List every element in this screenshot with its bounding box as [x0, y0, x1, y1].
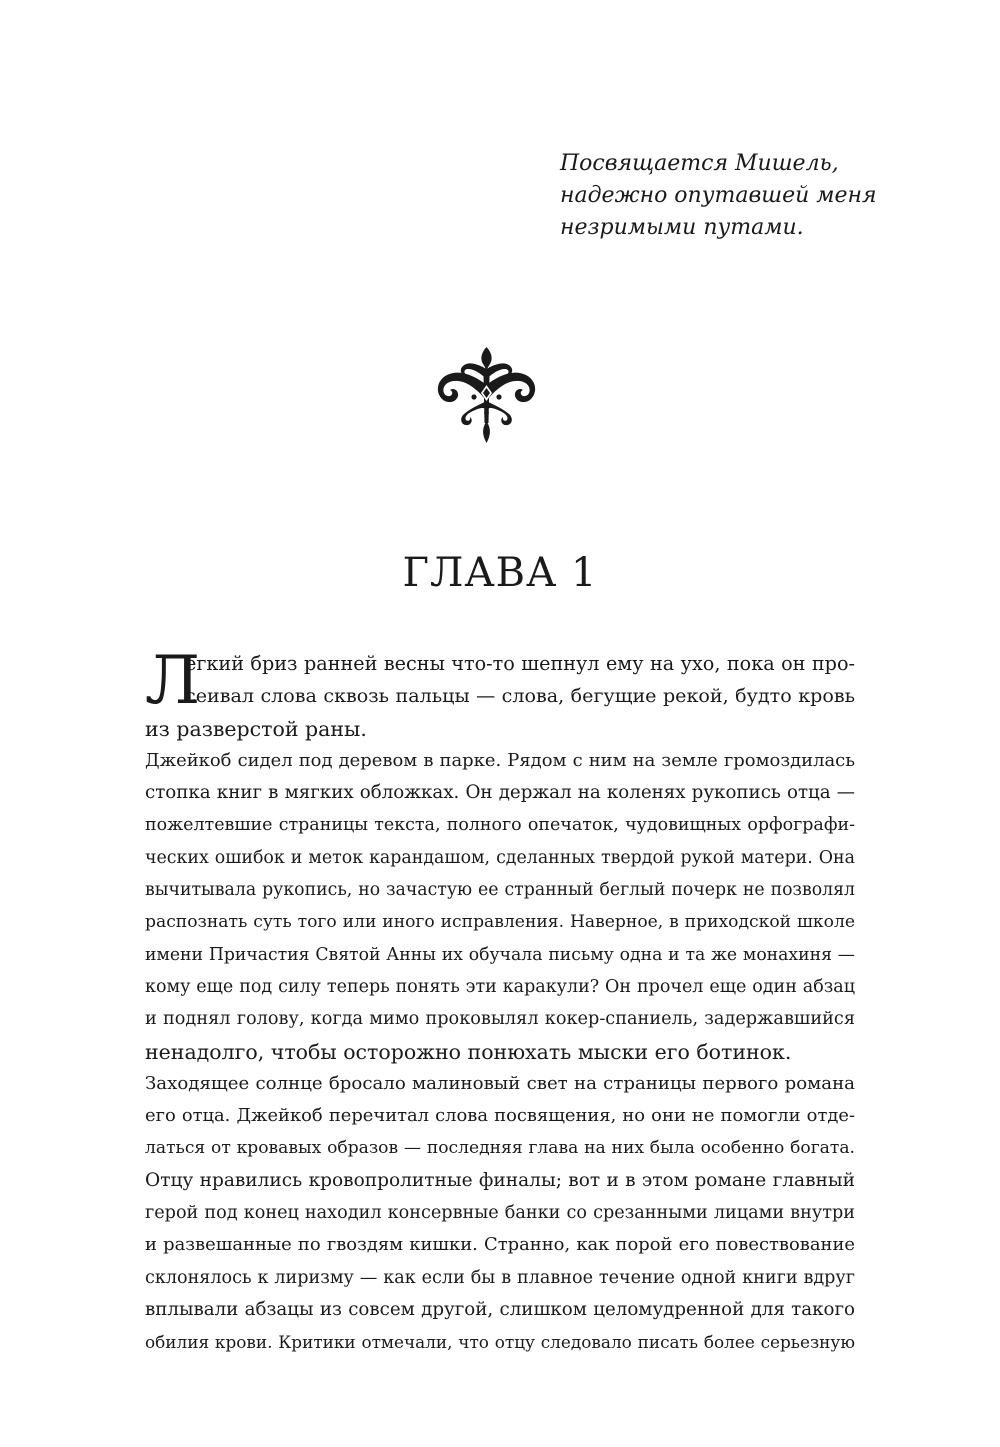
text-line: ненадолго, чтобы осторожно понюхать мыски его ботинок. — [145, 1039, 792, 1064]
text-line: герой под конец находил консервные банки со срезанными лицами внутри — [145, 1203, 855, 1224]
text-line: вплывали абзацы из совсем другой, слишком целомудренной для такого — [145, 1298, 855, 1320]
dedication — [560, 148, 960, 244]
text-line: склонялось к лиризму — как если бы в плавное течение одной книги вдруг — [145, 1267, 855, 1288]
dedication-line: надежно опутавшей меня — [560, 183, 877, 208]
dedication-line: незримыми путами. — [560, 215, 804, 240]
text-line: Джейкоб сидел под деревом в парке. Рядом с ним на земле громоздилась — [145, 749, 855, 771]
text-line: и поднял голову, когда мимо проковылял кокер-спаниель, задержавшийся — [145, 1009, 855, 1030]
text-line: кому еще под силу теперь понять эти каракули? Он прочел еще один абзац — [145, 976, 855, 997]
paragraph — [145, 642, 855, 745]
text-line: Заходящее солнце бросало малиновый свет на страницы первого романа — [145, 1072, 855, 1094]
text-line: его отца. Джейкоб перечитал слова посвящения, но они не помогли отде- — [145, 1105, 855, 1127]
paragraph — [145, 745, 855, 1068]
text-line: стопка книг в мягких обложках. Он держал на коленях рукопись отца — — [145, 782, 855, 804]
text-line: сеивал слова сквозь пальцы — слова, бегущие рекой, будто кровь — [185, 684, 855, 708]
text-line: ческих ошибок и меток карандашом, сделанных твердой рукой матери. Она — [145, 847, 855, 868]
text-line: Отцу нравились кровопролитные финалы; вот и в этом романе главный — [145, 1169, 855, 1191]
body-text — [145, 642, 855, 1359]
text-line: вычитывала рукопись, но зачастую ее странный беглый почерк не позволял — [145, 880, 855, 901]
text-line: егкий бриз ранней весны что-то шепнул ему на ухо, пока он про- — [185, 652, 855, 675]
drop-cap: Л — [145, 642, 201, 719]
dedication-line: Посвящается Мишель, — [560, 151, 839, 176]
text-line: и развешанные по гвоздям кишки. Странно, как порой его повествование — [145, 1234, 855, 1256]
text-line: имени Причастия Святой Анны их обучала письму одна и та же монахиня — — [145, 944, 855, 965]
floral-ornament-icon — [429, 345, 544, 445]
text-line: распознать суть того или иного исправления. Наверное, в приходской школе — [145, 912, 855, 933]
text-line: из разверстой раны. — [145, 716, 367, 741]
text-line: обилия крови. Критики отмечали, что отцу следовало писать более серьезную — [145, 1332, 855, 1353]
text-line: пожелтевшие страницы текста, полного опечаток, чудовищных орфографи- — [145, 815, 855, 836]
chapter-title: ГЛАВА 1 — [402, 550, 598, 596]
text-line: латься от кровавых образов — последняя глава на них была особенно богата. — [145, 1138, 855, 1159]
paragraph — [145, 1068, 855, 1359]
